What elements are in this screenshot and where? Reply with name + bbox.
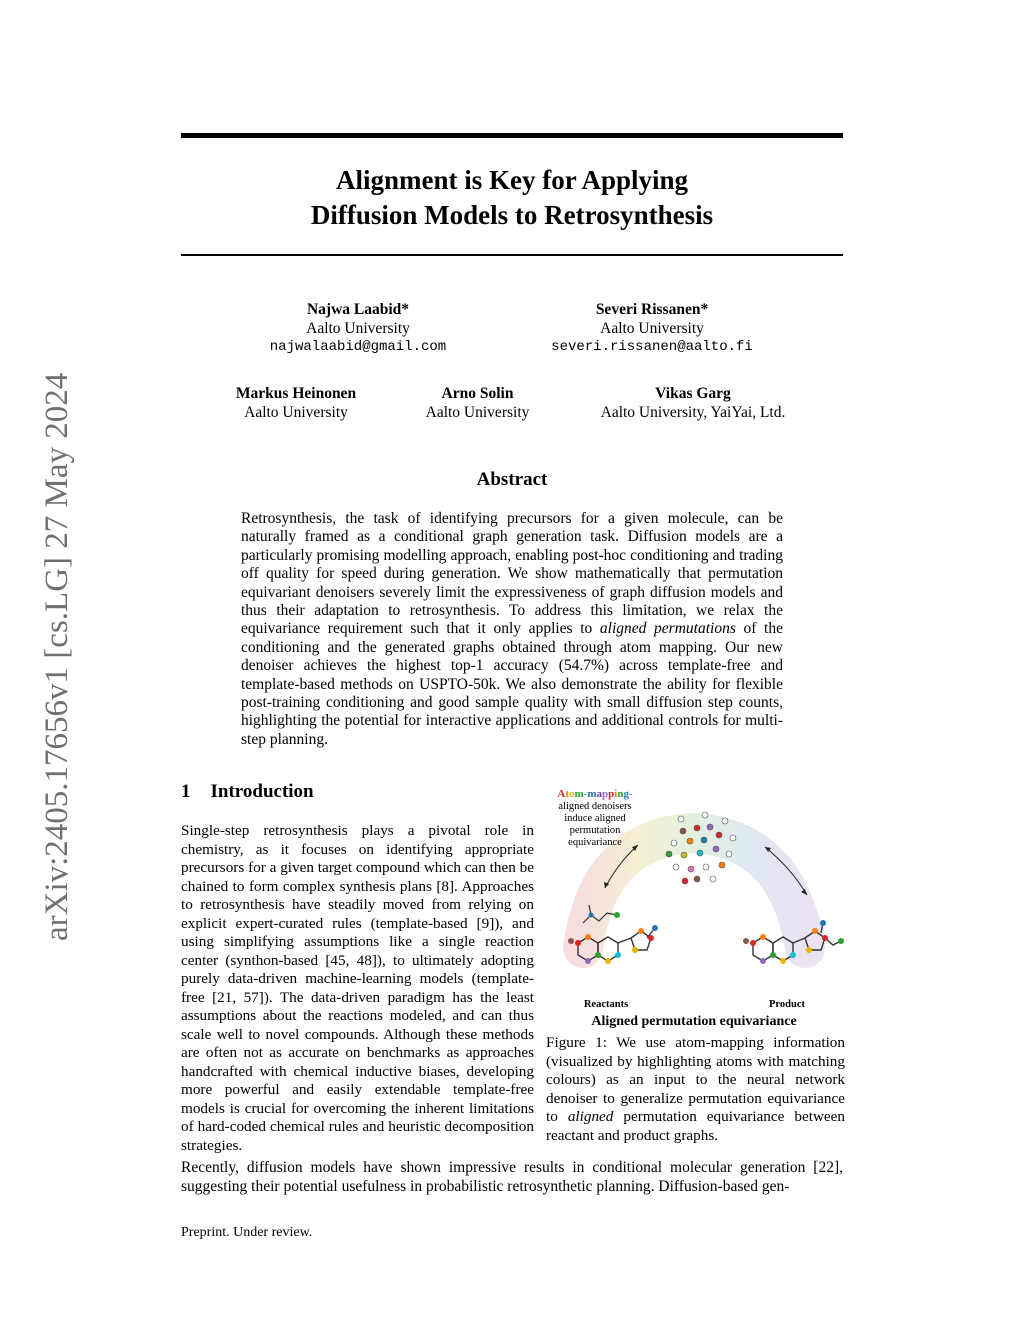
intro-paragraph: Single-step retrosynthesis plays a pivotal role in chemistry, as it focuses on identifying appropriate precursors for a given target compound which can then be chained to form complex synthesis plans [8]. Approaches to retrosynthesis have steadily moved from relying on explicit expert-curated rules (template-based [9]), and using simplifying assumptions like a single reaction center (synthon-based [45, 48]), to ultimately adopting purely data-driven machine-learning models (template-free [21, 57]). The data-driven paradigm has the least assumptions about the reactions modeled, and can thus scale well to novel compounds. Although these methods are often not as accurate on benchmarks as approaches handcrafted with chemical inductive biases, developing more powerful and easily extendable template-free models is crucial for overcoming the inherent limitations of hard-coded chemical rules and heuristic decomposition strategies. xyxy=(181,822,534,1154)
abstract-text-part: of the conditioning and the generated graphs obtained through atom mapping. Our new denoiser achieves the highest top-1 accuracy (54.7%) across template-free and template-based methods on USPTO-50k. We also demonstrate the ability for flexible post-training conditioning and good sample quality with small diffusion step counts, highlighting the potential for interactive applications and additional controls for multi-step planning. xyxy=(241,620,783,748)
caption-part: permutation equivariance between reactant and product graphs. xyxy=(546,1108,845,1144)
author-name: Severi Rissanen* xyxy=(595,301,709,318)
author-name: Arno Solin xyxy=(441,385,514,402)
abstract-emphasis: aligned permutations xyxy=(599,620,736,638)
title-rule-bottom xyxy=(181,254,843,256)
footer-note: Preprint. Under review. xyxy=(181,1225,313,1240)
caption-emphasis: aligned xyxy=(567,1108,614,1125)
caption-part: Figure 1: We use atom-mapping information (visualized by highlighting atoms with matching colours) as an input to the neural network denoiser to generalize permutation equivariance to xyxy=(546,1034,845,1125)
author-affiliation: Aalto University xyxy=(306,320,410,337)
abstract-heading: Abstract xyxy=(476,469,548,490)
author-block xyxy=(258,300,458,357)
author-name: Vikas Garg xyxy=(655,385,731,402)
author-block xyxy=(410,384,545,422)
reactants-label: Reactants xyxy=(583,999,629,1010)
arxiv-stamp: arXiv:2405.17656v1 [cs.LG] 27 May 2024 xyxy=(39,372,75,941)
paper-title xyxy=(181,163,843,233)
product-label: Product xyxy=(769,999,805,1010)
annotation-line: aligned denoisers xyxy=(558,801,632,812)
author-name: Najwa Laabid* xyxy=(306,301,410,318)
author-email: najwalaabid@gmail.com xyxy=(269,339,447,355)
section-heading xyxy=(181,781,314,803)
author-affiliation: Aalto University xyxy=(244,404,348,421)
figure-subtitle: Aligned permutation equivariance xyxy=(591,1014,797,1029)
section-title: Introduction xyxy=(210,781,314,802)
abstract-text-part: Retrosynthesis, the task of identifying precursors for a given molecule, can be naturally framed as a conditional graph generation task. Diffusion models are a particularly promising modelling approach, enabling post-hoc conditioning and trading off quality for speed during generation. We show mathematically that permutation equivariant denoisers severely limit the expressiveness of graph diffusion models and thus their adaptation to retrosynthesis. To address this limitation, we relax the equivariance requirement such that it only applies to xyxy=(241,510,783,638)
body-paragraph: Recently, diffusion models have shown impressive results in conditional molecular generation [22], suggesting their potential usefulness in probabilistic retrosynthetic planning. Diffusion-based gen- xyxy=(181,1159,843,1195)
abstract-text xyxy=(241,510,783,749)
annotation-line: induce aligned xyxy=(564,813,626,824)
annotation-line: equivariance xyxy=(568,837,622,848)
author-block xyxy=(588,384,798,422)
title-rule-top xyxy=(181,133,843,138)
annotation-line: permutation xyxy=(569,825,621,836)
title-line-1: Alignment is Key for Applying xyxy=(335,165,689,195)
author-block xyxy=(545,300,759,357)
annotation-rainbow: Atom-mapping- xyxy=(557,788,633,800)
author-block xyxy=(221,384,371,422)
author-affiliation: Aalto University xyxy=(425,404,530,421)
section-number: 1 xyxy=(181,781,191,802)
rainbow-arc xyxy=(583,833,805,948)
figure-caption xyxy=(546,1034,845,1145)
title-line-2: Diffusion Models to Retrosynthesis xyxy=(310,200,714,230)
author-affiliation: Aalto University, YaiYai, Ltd. xyxy=(600,404,786,421)
author-affiliation: Aalto University xyxy=(600,320,704,337)
figure-1-diagram xyxy=(543,783,845,1013)
author-email: severi.rissanen@aalto.fi xyxy=(551,339,753,355)
author-name: Markus Heinonen xyxy=(235,385,357,402)
